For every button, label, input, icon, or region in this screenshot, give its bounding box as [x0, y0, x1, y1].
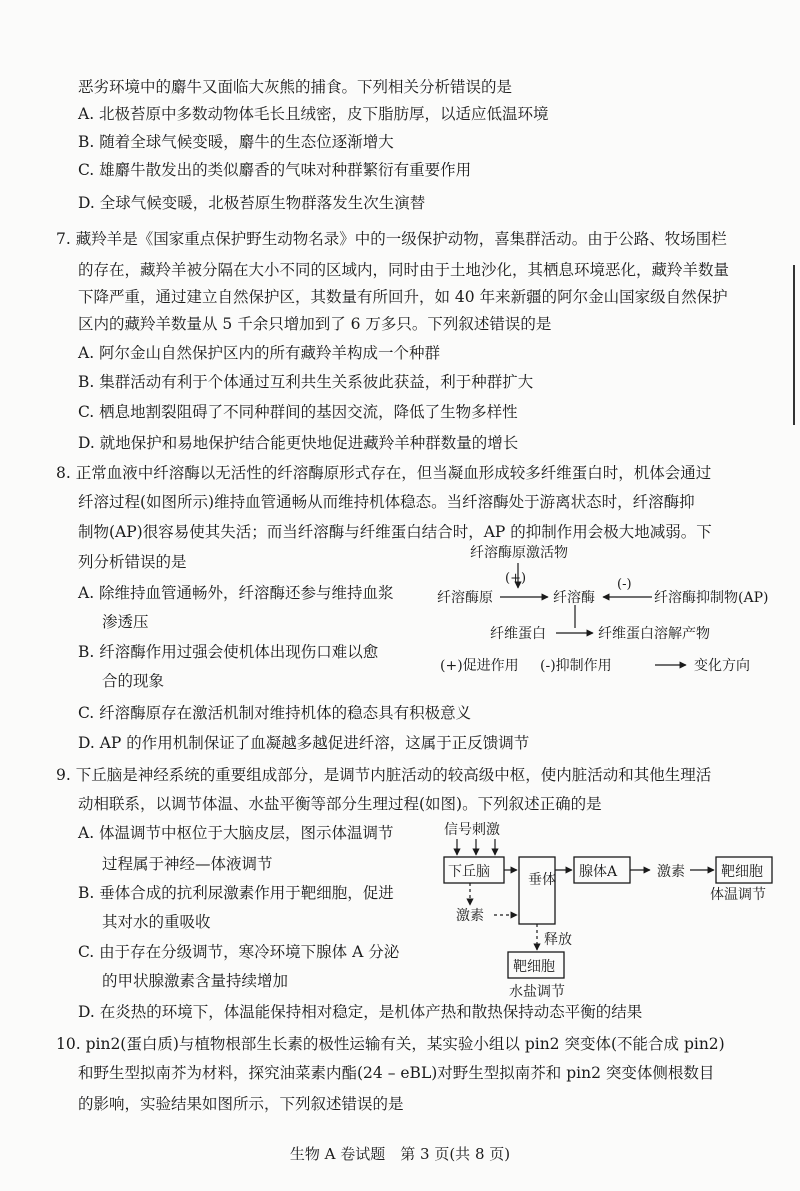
diagram-hormone2-label: 激素: [456, 908, 484, 924]
q7-stem-line: 7. 藏羚羊是《国家重点保护野生动物名录》中的一级保护动物，喜集群活动。由于公路、牧场围栏: [56, 230, 727, 248]
diagram-legend-promote: (+)促进作用: [440, 658, 519, 674]
target-cell-box-1: [716, 857, 772, 883]
q9-option-a: A. 体温调节中枢位于大脑皮层，图示体温调节: [78, 824, 394, 842]
diagram-water-reg-label: 水盐调节: [509, 984, 565, 1000]
page-edge-shadow: [793, 265, 795, 425]
diagram-signal-label: 信号刺激: [444, 822, 500, 838]
q8-stem-line: 制物(AP)很容易使其失活；而当纤溶酶与纤维蛋白结合时，AP 的抑制作用会极大地减弱。下: [78, 523, 712, 541]
q6-stem-tail: 恶劣环境中的麝牛又面临大灰熊的捕食。下列相关分析错误的是: [78, 78, 513, 96]
diagram-target1-label: 靶细胞: [721, 864, 763, 880]
q6-option-d: D. 全球气候变暖，北极苔原生物群落发生次生演替: [78, 194, 426, 212]
q10-stem-line: 10. pin2(蛋白质)与植物根部生长素的极性运输有关，某实验小组以 pin2 突变体(不能合成 pin2): [56, 1035, 725, 1053]
diagram-temp-reg-label: 体温调节: [710, 887, 766, 903]
diagram-fibrin-label: 纤维蛋白: [490, 626, 546, 642]
q9-option-b: B. 垂体合成的抗利尿激素作用于靶细胞，促进: [78, 884, 394, 902]
hypothalamus-box: [444, 857, 504, 883]
q7-stem-line: 的存在，藏羚羊被分隔在大小不同的区域内，同时由于土地沙化，其栖息环境恶化，藏羚羊数量: [78, 261, 730, 279]
q6-option-b: B. 随着全球气候变暖，麝牛的生态位逐渐增大: [78, 133, 394, 151]
q8-stem-line: 纤溶过程(如图所示)维持血管通畅从而维持机体稳态。当纤溶酶处于游离状态时，纤溶酶抑: [78, 493, 695, 511]
gland-a-box: [574, 857, 630, 883]
diagram-target2-label: 靶细胞: [513, 959, 555, 975]
q9-option-b-cont: 其对水的重吸收: [102, 913, 211, 931]
q8-option-a-cont: 渗透压: [102, 613, 149, 631]
diagram-plus-label: (+): [505, 571, 527, 586]
page-footer: 生物 A 卷试题 第 3 页(共 8 页): [289, 1145, 511, 1163]
q9-option-c: C. 由于存在分级调节，寒冷环境下腺体 A 分泌: [78, 943, 400, 961]
diagram-product-label: 纤维蛋白溶解产物: [598, 626, 710, 642]
diagram-minus-label: (-): [617, 577, 632, 592]
diagram-plasminogen-label: 纤溶酶原: [437, 590, 493, 606]
q10-stem-line: 的影响，实验结果如图所示，下列叙述错误的是: [78, 1095, 404, 1113]
diagram-hormone-label: 激素: [657, 864, 685, 880]
q7-option-b: B. 集群活动有利于个体通过互利共生关系彼此获益，利于种群扩大: [78, 373, 534, 391]
diagram-inhibitor-label: 纤溶酶抑制物(AP): [654, 590, 769, 606]
q8-stem-line: 列分析错误的是: [78, 553, 187, 571]
q8-option-a: A. 除维持血管通畅外，纤溶酶还参与维持血浆: [78, 584, 394, 602]
diagram-pituitary-label-1: 垂体: [528, 872, 556, 888]
diagram-release-label: 释放: [544, 932, 572, 948]
diagram-gland-a-label: 腺体A: [579, 864, 618, 880]
q8-option-b-cont: 合的现象: [102, 672, 165, 690]
q9-stem-line: 动相联系，以调节体温、水盐平衡等部分生理过程(如图)。下列叙述正确的是: [78, 795, 602, 813]
q9-option-c-cont: 的甲状腺激素含量持续增加: [102, 972, 289, 990]
q7-option-c: C. 栖息地割裂阻碍了不同种群间的基因交流，降低了生物多样性: [78, 403, 518, 421]
target-cell-box-2: [508, 952, 564, 978]
pituitary-box: [519, 857, 555, 924]
q9-option-a-cont: 过程属于神经—体液调节: [102, 855, 273, 873]
q6-option-c: C. 雄麝牛散发出的类似麝香的气味对种群繁衍有重要作用: [78, 161, 472, 179]
diagram-plasmin-label: 纤溶酶: [553, 590, 595, 606]
diagram-legend-direction: 变化方向: [694, 658, 750, 674]
q8-option-c: C. 纤溶酶原存在激活机制对维持机体的稳态具有积极意义: [78, 704, 472, 722]
q9-stem-line: 9. 下丘脑是神经系统的重要组成部分，是调节内脏活动的较高级中枢，使内脏活动和其他生理活: [56, 766, 712, 784]
q8-option-d: D. AP 的作用机制保证了血凝越多越促进纤溶，这属于正反馈调节: [78, 734, 530, 752]
q10-stem-line: 和野生型拟南芥为材料，探究油菜素内酯(24 – eBL)对野生型拟南芥和 pin2 突变体侧根数目: [78, 1064, 715, 1082]
q7-option-d: D. 就地保护和易地保护结合能更快地促进藏羚羊种群数量的增长: [78, 434, 519, 452]
q7-stem-line: 区内的藏羚羊数量从 5 千余只增加到了 6 万多只。下列叙述错误的是: [78, 315, 552, 333]
q7-stem-line: 下降严重，通过建立自然保护区，其数量有所回升，如 40 年来新疆的阿尔金山国家级自然保护: [78, 288, 728, 306]
q7-option-a: A. 阿尔金山自然保护区内的所有藏羚羊构成一个种群: [78, 344, 441, 362]
diagram-hypothalamus-label: 下丘脑: [448, 864, 490, 880]
q8-stem-line: 8. 正常血液中纤溶酶以无活性的纤溶酶原形式存在，但当凝血形成较多纤维蛋白时，机体会通过: [56, 464, 712, 482]
diagram-activator-label: 纤溶酶原激活物: [470, 545, 568, 561]
q6-option-a: A. 北极苔原中多数动物体毛长且绒密，皮下脂肪厚，以适应低温环境: [78, 105, 549, 123]
q8-option-b: B. 纤溶酶作用过强会使机体出现伤口难以愈: [78, 643, 379, 661]
diagram-legend-inhibit: (-)抑制作用: [540, 658, 612, 674]
q9-option-d: D. 在炎热的环境下，体温能保持相对稳定，是机体产热和散热保持动态平衡的结果: [78, 1003, 643, 1021]
